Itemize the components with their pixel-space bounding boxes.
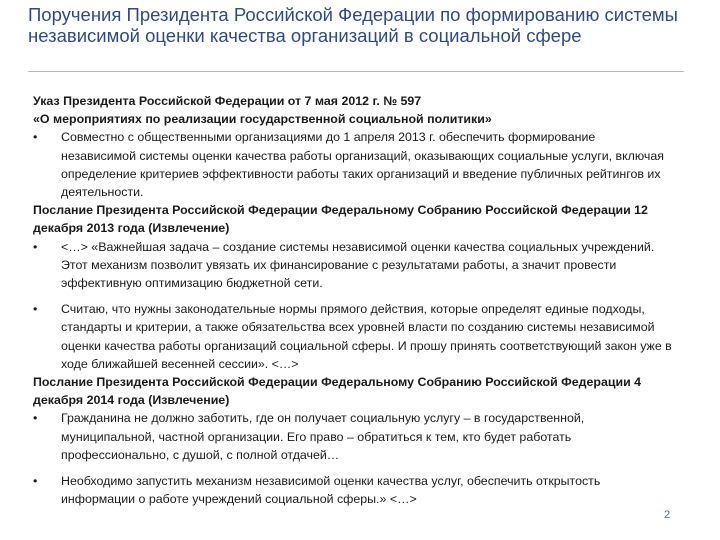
section-heading: Послание Президента Российской Федерации Федеральному Собранию Российской Федерации 4 декабря 2014 года (Извлечение) [33,375,642,408]
list-item-text: <…> «Важнейшая задача – создание системы независимой оценки качества социальных учреждений. Этот механизм позволит увязать их финансирование с результатами работы, а значит провести эффективную оптимизацию бюджетной сети. [61,239,655,291]
section-address-2013 [33,201,673,373]
section-decree-597 [33,92,673,201]
list-item-text: Гражданина не должно заботить, где он получает социальную услугу – в государственной, муниципальной, частной организации. Его право – обратиться к тем, кто будет работать профессионально, с душой, с полной отдачей… [61,411,585,462]
bullet-icon: • [33,474,38,489]
bullet-icon: • [33,411,38,426]
bullet-icon: • [33,130,38,145]
list-item [33,472,673,508]
list-item [33,300,673,373]
section-heading: Указ Президента Российской Федерации от 7 мая 2012 г. № 597 [33,94,422,108]
section-heading: Послание Президента Российской Федерации Федеральному Собранию Российской Федерации 12 декабря 2013 года (Извлечение) [33,203,648,236]
section-address-2014 [33,373,673,508]
list-item-text: Считаю, что нужны законодательные нормы прямого действия, которые определят единые подходы, стандарты и критерии, а также обязательства всех уровней власти по созданию системы независимой оценки качества работы организаций социальной сферы. И прошу принять соответствующий закон уже в ходе ближайшей весенней сессии». <…> [61,302,672,371]
list-item-text: Необходимо запустить механизм независимой оценки качества услуг, обеспечить открытость информации о работе учреждений социальной сферы.» <…> [61,474,601,507]
list-item [33,238,673,293]
page-number: 2 [664,509,671,521]
bullet-icon: • [33,239,38,254]
section-heading: «О мероприятиях по реализации государственной социальной политики» [33,112,492,127]
list-item [33,128,673,201]
list-item [33,409,673,464]
list-item-text: Совместно с общественными организациями до 1 апреля 2013 г. обеспечить формирование независимой системы оценки качества работы организаций, оказывающих социальные услуги, включая определение критериев эффективности работы таких организаций и введение публичных рейтингов их деятельности. [61,130,664,200]
title-divider [28,71,684,72]
slide-title: Поручения Президента Российской Федерации по формированию системы независимой оценки качества организаций в социальной сфере [28,4,678,46]
slide-body [33,92,673,508]
bullet-icon: • [33,302,38,317]
